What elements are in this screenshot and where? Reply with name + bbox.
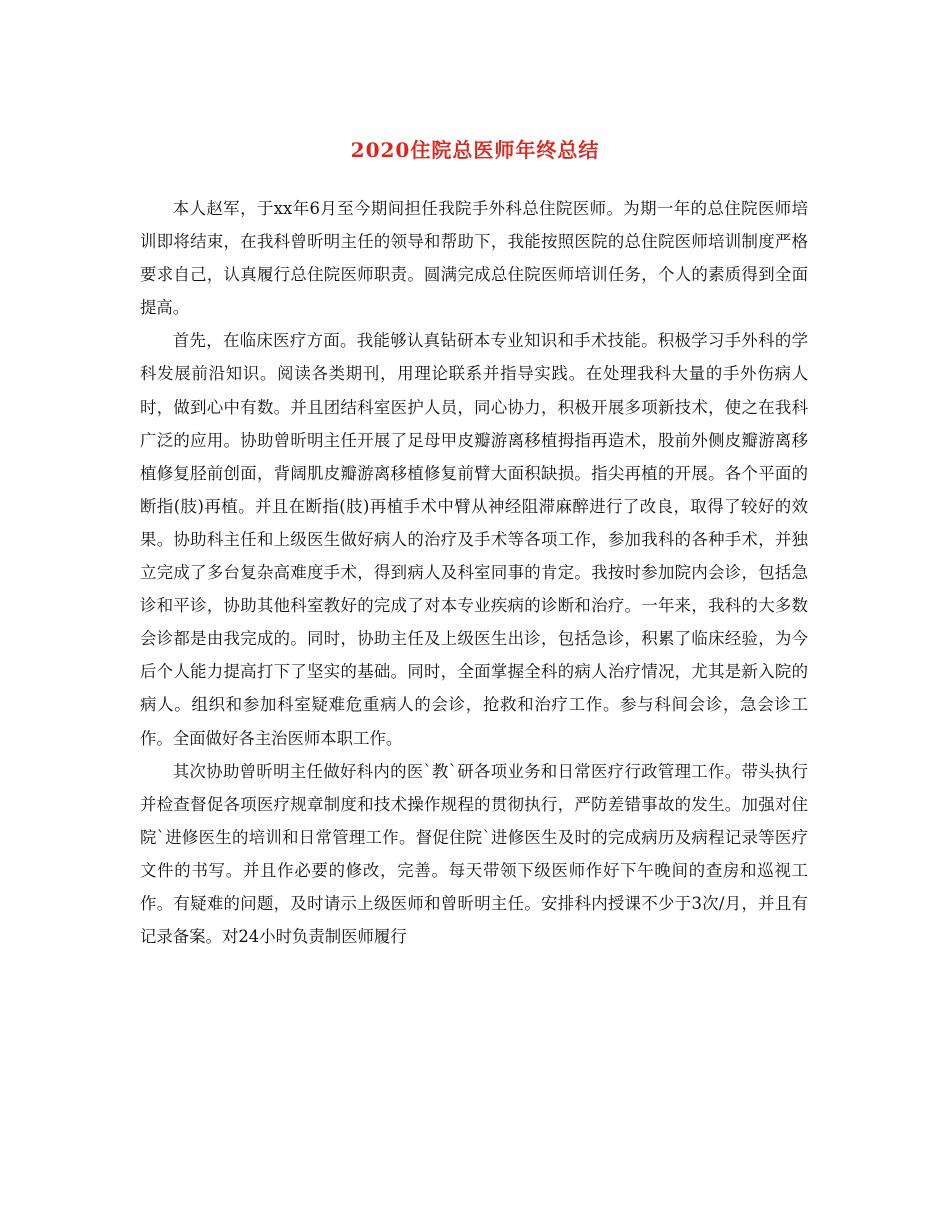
paragraph-clinical: 首先，在临床医疗方面。我能够认真钻研本专业知识和手术技能。积极学习手外科的学科发展前沿知识。阅读各类期刊，用理论联系并指导实践。在处理我科大量的手外伤病人时，做到心中有数。并且团结科室医护人员，同心协力，积极开展多项新技术，使之在我科广泛的应用。协助曾昕明主任开展了足母甲皮瓣游离移植拇指再造术，股前外侧皮瓣游离移植修复胫前创面，背阔肌皮瓣游离移植修复前臂大面积缺损。指尖再植的开展。各个平面的断指(肢)再植。并且在断指(肢)再植手术中臂从神经阻滞麻醉进行了改良，取得了较好的效果。协助科主任和上级医生做好病人的治疗及手术等各项工作，参加我科的各种手术，并独立完成了多台复杂高难度手术，得到病人及科室同事的肯定。我按时参加院内会诊，包括急诊和平诊，协助其他科室教好的完成了对本专业疾病的诊断和治疗。一年来，我科的大多数会诊都是由我完成的。同时，协助主任及上级医生出诊，包括急诊，积累了临床经验，为今后个人能力提高打下了坚实的基础。同时，全面掌握全科的病人治疗情况，尤其是新入院的病人。组织和参加科室疑难危重病人的会诊，抢救和治疗工作。参与科间会诊，急会诊工作。全面做好各主治医师本职工作。 (140, 331, 808, 748)
document-body (140, 192, 808, 953)
paragraph-intro: 本人赵军，于xx年6月至今期间担任我院手外科总住院医师。为期一年的总住院医师培训即将结束，在我科曾昕明主任的领导和帮助下，我能按照医院的总住院医师培训制度严格要求自己，认真履行总住院医师职责。圆满完成总住院医师培训任务，个人的素质得到全面提高。 (140, 199, 808, 318)
paragraph-management: 其次协助曾昕明主任做好科内的医`教`研各项业务和日常医疗行政管理工作。带头执行并检查督促各项医疗规章制度和技术操作规程的贯彻执行，严防差错事故的发生。加强对住院`进修医生的培训和日常管理工作。督促住院`进修医生及时的完成病历及病程记录等医疗文件的书写。并且作必要的修改，完善。每天带领下级医师作好下午晚间的查房和巡视工作。有疑难的问题，及时请示上级医师和曾昕明主任。安排科内授课不少于3次/月，并且有记录备案。对24小时负责制医师履行 (140, 761, 808, 947)
document-title: 2020住院总医师年终总结 (350, 138, 600, 162)
